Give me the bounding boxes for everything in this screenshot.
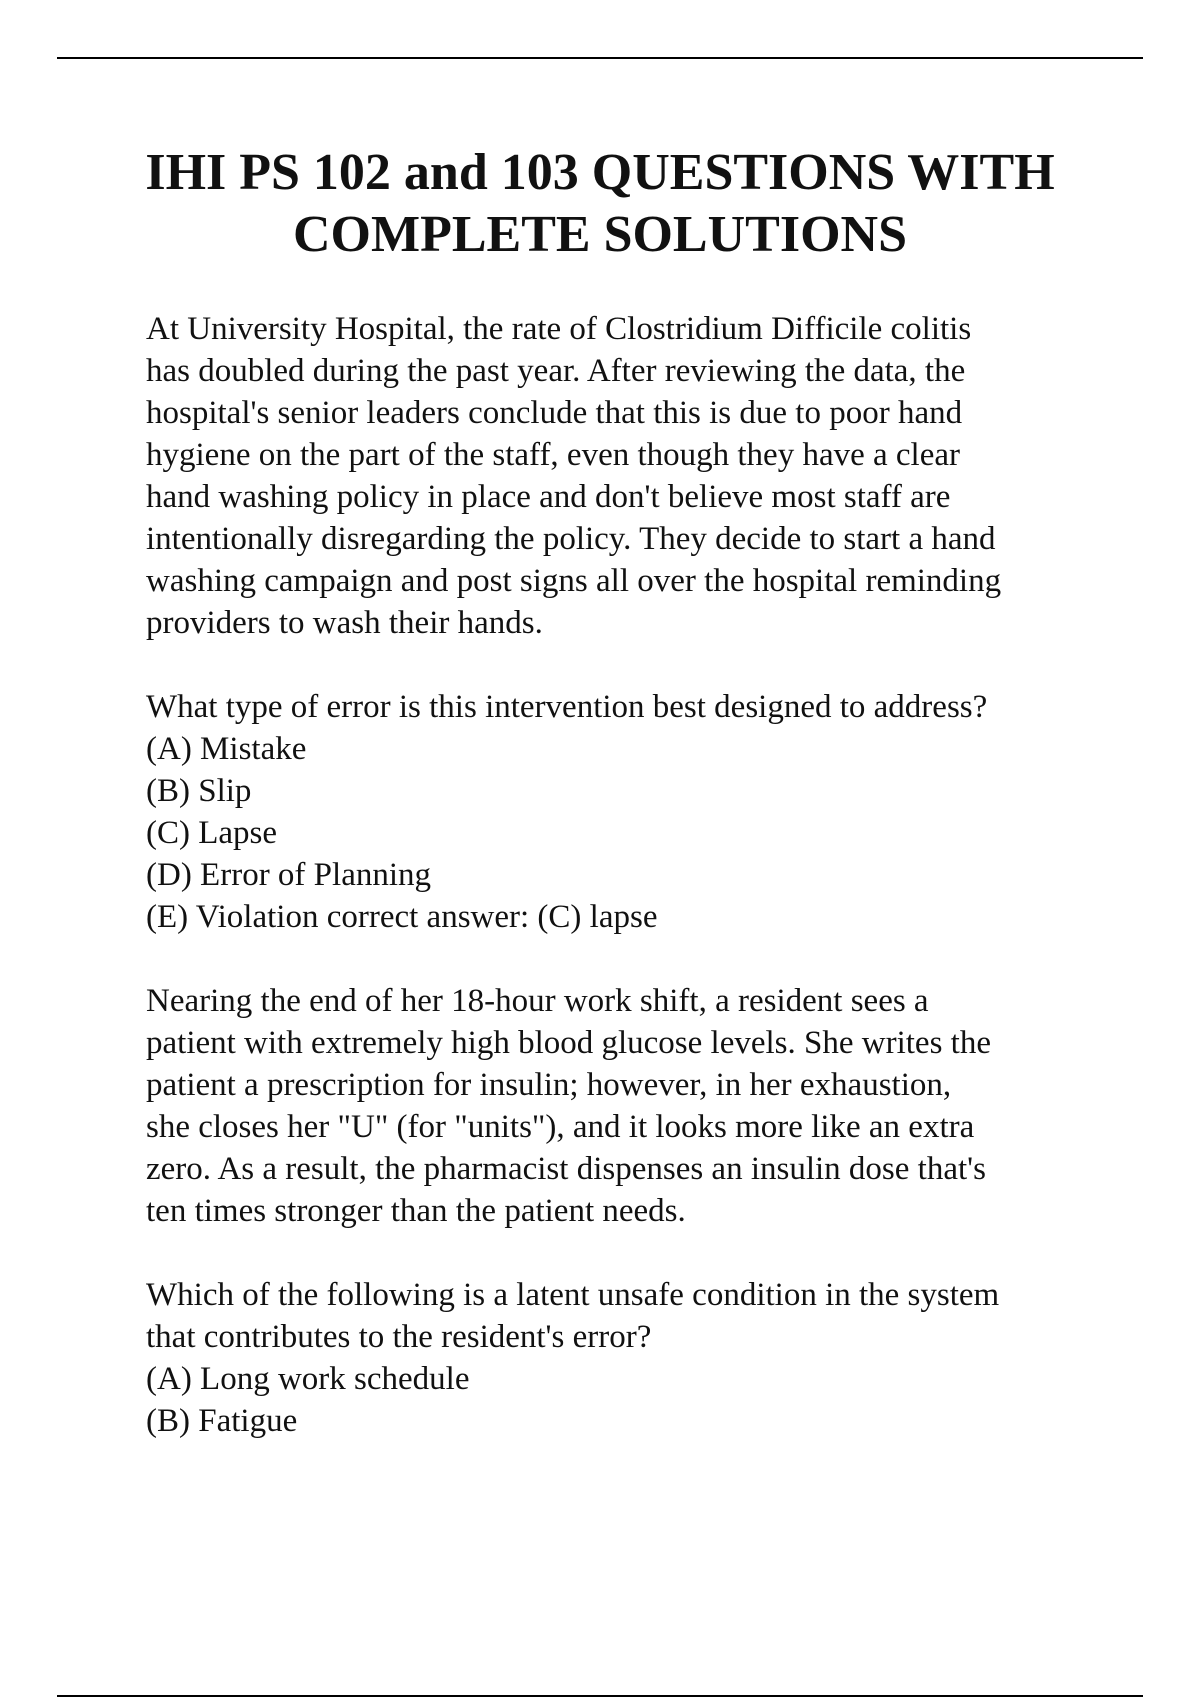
option-item: (B) Slip [146,773,252,809]
text-line: hand washing policy in place and don't believe most staff are [146,479,951,515]
text-line: patient with extremely high blood glucose levels. She writes the [146,1025,991,1061]
top-rule [57,57,1143,59]
paragraph-gap [146,938,1106,980]
title-line: IHI PS 102 and 103 QUESTIONS WITH [145,144,1055,201]
text-line: intentionally disregarding the policy. They decide to start a hand [146,521,996,557]
question-text: Which of the following is a latent unsafe condition in the system [146,1277,1000,1313]
document-title [0,142,1200,266]
paragraph-gap [146,1232,1106,1274]
option-item-with-answer: (E) Violation correct answer: (C) lapse [146,899,658,935]
question-text: What type of error is this intervention best designed to address? [146,689,988,725]
text-line: patient a prescription for insulin; however, in her exhaustion, [146,1067,952,1103]
option-item: (A) Mistake [146,731,307,767]
option-item: (D) Error of Planning [146,857,432,893]
option-item: (C) Lapse [146,815,278,851]
text-line: hygiene on the part of the staff, even though they have a clear [146,437,960,473]
document-body [146,308,1106,1442]
text-line: has doubled during the past year. After reviewing the data, the [146,353,966,389]
text-line: Nearing the end of her 18-hour work shift, a resident sees a [146,983,929,1019]
q2-scenario [146,980,1106,1232]
paragraph-gap [146,644,1106,686]
question-text: that contributes to the resident's error? [146,1319,652,1355]
q1-options [146,728,1106,938]
bottom-rule [57,1695,1143,1697]
text-line: At University Hospital, the rate of Clostridium Difficile colitis [146,311,972,347]
option-item: (B) Fatigue [146,1403,298,1439]
text-line: zero. As a result, the pharmacist dispenses an insulin dose that's [146,1151,986,1187]
q2-question [146,1274,1106,1358]
q1-scenario [146,308,1106,644]
q1-question [146,686,1106,728]
text-line: ten times stronger than the patient needs. [146,1193,686,1229]
text-line: she closes her "U" (for "units"), and it looks more like an extra [146,1109,975,1145]
q2-options [146,1358,1106,1442]
title-line: COMPLETE SOLUTIONS [292,206,908,263]
text-line: hospital's senior leaders conclude that this is due to poor hand [146,395,963,431]
text-line: washing campaign and post signs all over the hospital reminding [146,563,1002,599]
option-item: (A) Long work schedule [146,1361,470,1397]
text-line: providers to wash their hands. [146,605,543,641]
